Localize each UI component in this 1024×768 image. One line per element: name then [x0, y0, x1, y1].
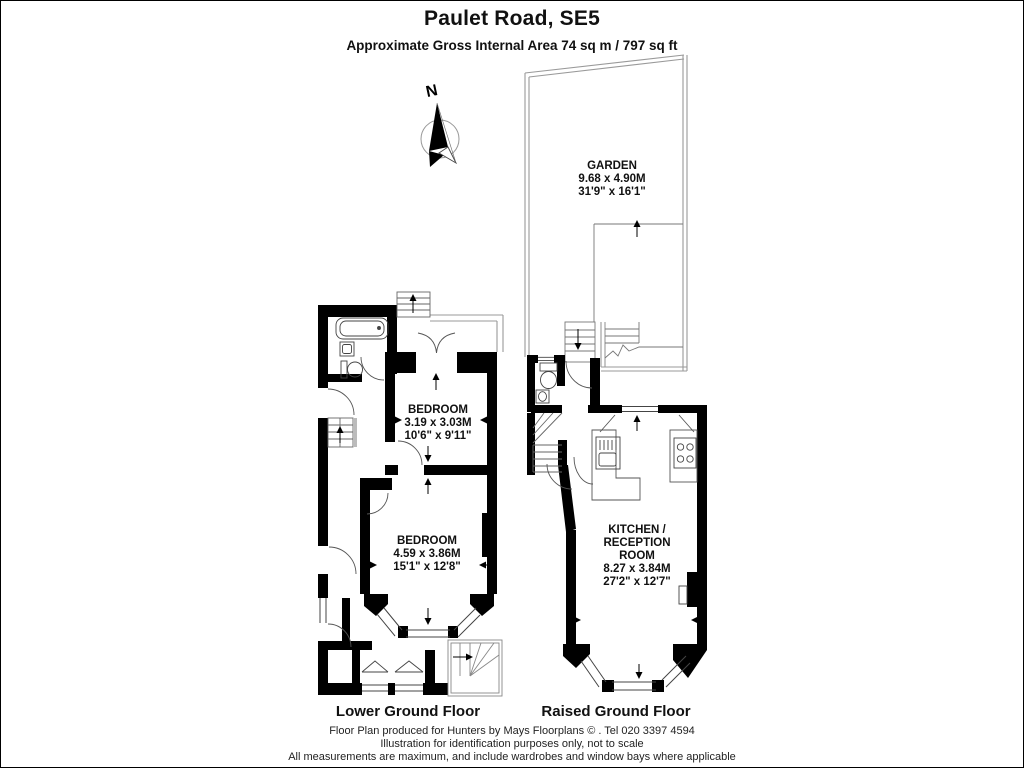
- garden-label: [578, 160, 646, 199]
- wc-toilet: [540, 363, 557, 389]
- kitchen-line3: ROOM: [619, 550, 655, 562]
- bedroom1-metric: 3.19 x 3.03M: [404, 417, 472, 429]
- page-title: Paulet Road, SE5: [424, 7, 600, 30]
- lower-ground-floor-plan: [318, 292, 503, 696]
- garden-steps: [565, 322, 683, 362]
- kitchen-line2: RECEPTION: [603, 537, 671, 549]
- door-arcs-rgf: [547, 361, 694, 489]
- garden-plan: [525, 55, 687, 371]
- bedroom1-imperial: 10'6" x 9'11": [404, 430, 472, 442]
- footer-measurements: All measurements are maximum, and include wardrobes and window bays where applicable: [288, 751, 736, 763]
- left-wall-window: [318, 598, 328, 623]
- bedroom1-label: [404, 404, 471, 443]
- garden-metric: 9.68 x 4.90M: [578, 173, 646, 185]
- bedroom2-imperial: 15'1" x 12'8": [393, 561, 461, 573]
- stairs-raised: [533, 413, 562, 472]
- garden-name: GARDEN: [587, 160, 637, 172]
- footer-credit: Floor Plan produced for Hunters by Mays Floorplans © . Tel 020 3397 4594: [329, 725, 695, 737]
- kitchen-window: [622, 407, 658, 412]
- kitchen-label: [603, 524, 671, 589]
- radiator: [679, 586, 687, 604]
- bedroom2-name: BEDROOM: [396, 535, 458, 547]
- bedroom1-name: BEDROOM: [407, 404, 469, 416]
- kitchen-line1: KITCHEN /: [608, 524, 666, 536]
- wc-window: [538, 355, 554, 363]
- external-steps: [448, 640, 502, 696]
- kitchen-imperial: 27'2" x 12'7": [603, 576, 671, 588]
- bedroom2-metric: 4.59 x 3.86M: [393, 548, 461, 560]
- bathroom-sink: [340, 342, 354, 356]
- bathtub: [336, 318, 388, 339]
- north-arrow-icon: [421, 103, 459, 167]
- raised-floor-label: Raised Ground Floor: [541, 703, 691, 720]
- north-label: N: [424, 81, 440, 102]
- measure-arrows: [337, 220, 705, 679]
- lower-floor-label: Lower Ground Floor: [335, 703, 481, 720]
- hob: [674, 438, 696, 468]
- garden-imperial: 31'9" x 16'1": [578, 186, 646, 198]
- bedroom2-label: [393, 535, 461, 574]
- wc-sink: [536, 390, 549, 403]
- footer-disclaimer: Illustration for identification purposes only, not to scale: [380, 738, 644, 750]
- rear-extension-outline: [430, 315, 503, 352]
- page-subtitle: Approximate Gross Internal Area 74 sq m / 797 sq ft: [346, 38, 678, 53]
- kitchen-metric: 8.27 x 3.84M: [603, 563, 671, 575]
